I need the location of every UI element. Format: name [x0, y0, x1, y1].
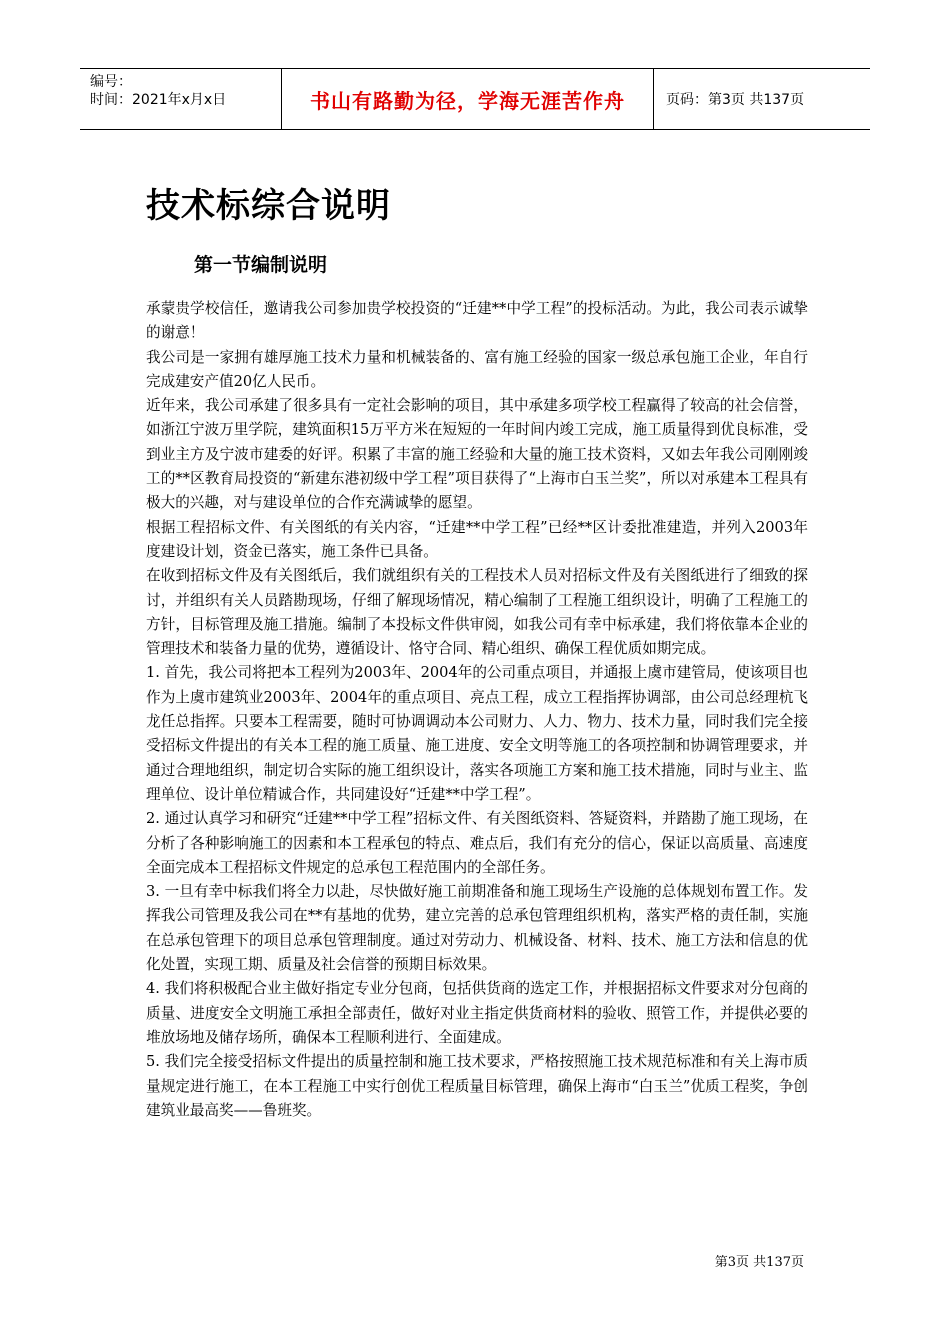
header-motto: 书山有路勤为径，学海无涯苦作舟 — [282, 69, 654, 129]
body-paragraph: 1. 首先，我公司将把本工程列为2003年、2004年的公司重点项目，并通报上虞市建管局，使该项目也作为上虞市建筑业2003年、2004年的重点项目、亮点工程，成立工程指挥协调部，由公司总经理杭飞龙任总指挥。只要本工程需要，随时可协调调动本公司财力、人力、物力、技术力量，同时我们完全接受招标文件提出的有关本工程的施工质量、施工进度、安全文明等施工的各项控制和协调管理要求，并通过合理地组织，制定切合实际的施工组织设计，落实各项施工方案和施工技术措施，同时与业主、监理单位、设计单位精诚合作，共同建设好“迁建**中学工程”。 — [146, 664, 809, 803]
body-paragraph: 承蒙贵学校信任，邀请我公司参加贵学校投资的“迁建**中学工程”的投标活动。为此，我公司表示诚挚的谢意！ — [146, 300, 808, 342]
document-title: 技术标综合说明 — [146, 186, 391, 226]
document-number-label: 编号： — [90, 74, 132, 90]
page-footer: 第3页 共137页 — [714, 1255, 804, 1270]
header-meta — [80, 69, 282, 129]
document-date: 时间：2021年x月x日 — [90, 92, 227, 108]
header-page-info: 页码：第3页 共137页 — [666, 92, 805, 108]
body-paragraph: 近年来，我公司承建了很多具有一定社会影响的项目，其中承建多项学校工程赢得了较高的社会信誉，如浙江宁波万里学院，建筑面积15万平方米在短短的一年时间内竣工完成，施工质量得到优良标准，受到业主方及宁波市建委的好评。积累了丰富的施工经验和大量的施工技术资料，又如去年我公司刚刚竣工的**区教育局投资的“新建东港初级中学工程”项目获得了“上海市白玉兰奖”，所以对承建本工程具有极大的兴趣，对与建设单位的合作充满诚挚的愿望。 — [146, 397, 808, 512]
body-paragraph: 4. 我们将积极配合业主做好指定专业分包商，包括供货商的选定工作，并根据招标文件要求对分包商的质量、进度安全文明施工承担全部责任，做好对业主指定供货商材料的验收、照管工作，并提供必要的堆放场地及储存场所，确保本工程顺利进行、全面建成。 — [146, 980, 808, 1046]
body-paragraph: 根据工程招标文件、有关图纸的有关内容，“迁建**中学工程”已经**区计委批准建造，并列入2003年度建设计划，资金已落实，施工条件已具备。 — [146, 518, 808, 560]
document-body — [146, 297, 808, 1123]
page-header — [80, 68, 870, 130]
body-paragraph: 5. 我们完全接受招标文件提出的质量控制和施工技术要求，严格按照施工技术规范标准和有关上海市质量规定进行施工，在本工程施工中实行创优工程质量目标管理，确保上海市“白玉兰”优质工程奖，争创建筑业最高奖——鲁班奖。 — [146, 1053, 808, 1119]
body-paragraph: 3. 一旦有幸中标我们将全力以赴，尽快做好施工前期准备和施工现场生产设施的总体规划布置工作。发挥我公司管理及我公司在**有基地的优势，建立完善的总承包管理组织机构，落实严格的责任制，实施在总承包管理下的项目总承包管理制度。通过对劳动力、机械设备、材料、技术、施工方法和信息的优化处置，实现工期、质量及社会信誉的预期目标效果。 — [146, 883, 808, 974]
section-title: 第一节编制说明 — [194, 254, 328, 276]
body-paragraph: 在收到招标文件及有关图纸后，我们就组织有关的工程技术人员对招标文件及有关图纸进行了细致的探讨，并组织有关人员踏勘现场，仔细了解现场情况，精心编制了工程施工组织设计，明确了工程施工的方针，目标管理及施工措施。编制了本投标文件供审阅，如我公司有幸中标承建，我们将依靠本企业的管理技术和装备力量的优势，遵循设计、恪守合同、精心组织、确保工程优质如期完成。 — [146, 567, 808, 658]
body-paragraph: 2. 通过认真学习和研究“迁建**中学工程”招标文件、有关图纸资料、答疑资料，并踏勘了施工现场，在分析了各种影响施工的因素和本工程承包的特点、难点后，我们有充分的信心，保证以高质量、高速度全面完成本工程招标文件规定的总承包工程范围内的全部任务。 — [146, 810, 808, 876]
body-paragraph: 我公司是一家拥有雄厚施工技术力量和机械装备的、富有施工经验的国家一级总承包施工企业，年自行完成建安产值20亿人民币。 — [146, 348, 808, 390]
